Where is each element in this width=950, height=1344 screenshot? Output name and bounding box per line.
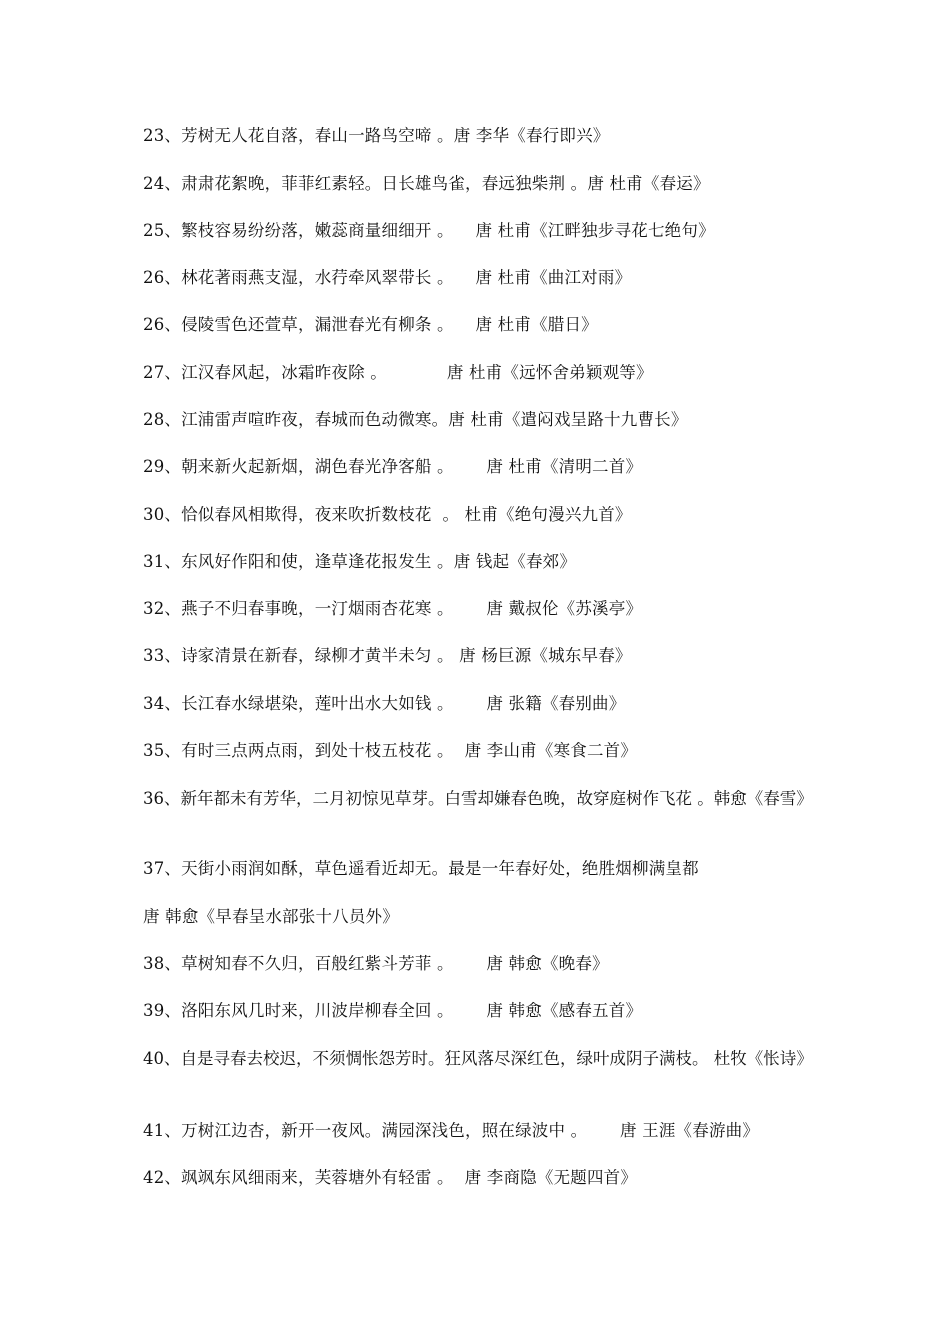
poem-line-30: 30、恰似春风相欺得，夜来吹折数枝花 。 杜甫《绝句漫兴九首》: [143, 505, 632, 524]
poem-line-39: 39、洛阳东风几时来，川波岸柳春全回 。 唐 韩愈《感春五首》: [143, 1001, 643, 1020]
poem-line-28: 28、江浦雷声喧昨夜，春城而色动微寒。唐 杜甫《遣闷戏呈路十九曹长》: [143, 410, 688, 429]
poem-line-27: 27、江汉春风起，冰霜昨夜除 。 唐 杜甫《远怀舍弟颖观等》: [143, 363, 653, 382]
poem-line-42: 42、飒飒东风细雨来，芙蓉塘外有轻雷 。 唐 李商隐《无题四首》: [143, 1168, 638, 1187]
poem-line-40: 40、自是寻春去校迟，不须惆怅怨芳时。狂风落尽深红色，绿叶成阴子满枝。 杜牧《怅诗》: [143, 1049, 813, 1068]
poem-line-31: 31、东风好作阳和使，逢草逢花报发生 。唐 钱起《春郊》: [143, 552, 577, 571]
poem-line-34: 34、长江春水绿堪染，莲叶出水大如钱 。 唐 张籍《春别曲》: [143, 694, 626, 713]
poem-line-24: 24、肃肃花絮晚，菲菲红素轻。日长雄鸟雀，春远独柴荆 。唐 杜甫《春运》: [143, 174, 710, 193]
poem-line-33: 33、诗家清景在新春，绿柳才黄半未匀 。 唐 杨巨源《城东早春》: [143, 646, 632, 665]
poem-line-38: 38、草树知春不久归，百般红紫斗芳菲 。 唐 韩愈《晚春》: [143, 954, 609, 973]
poem-line-36: 36、新年都未有芳华，二月初惊见草芽。白雪却嫌春色晚，故穿庭树作飞花 。韩愈《春雪》: [143, 789, 813, 808]
poem-line-37: 37、天街小雨润如酥，草色遥看近却无。最是一年春好处，绝胜烟柳满皇都: [143, 859, 699, 878]
poem-line-26b: 26、侵陵雪色还萱草，漏泄春光有柳条 。 唐 杜甫《腊日》: [143, 315, 598, 334]
poem-line-41: 41、万树江边杏，新开一夜风。满园深浅色，照在绿波中 。 唐 王涯《春游曲》: [143, 1121, 760, 1140]
poem-line-35: 35、有时三点两点雨，到处十枝五枝花 。 唐 李山甫《寒食二首》: [143, 741, 638, 760]
poem-line-29: 29、朝来新火起新烟，湖色春光净客船 。 唐 杜甫《清明二首》: [143, 457, 643, 476]
poem-line-25: 25、繁枝容易纷纷落，嫩蕊商量细细开 。 唐 杜甫《江畔独步寻花七绝句》: [143, 221, 715, 240]
poem-line-37-attribution: 唐 韩愈《早春呈水部张十八员外》: [143, 907, 399, 926]
poem-line-23: 23、芳树无人花自落，春山一路鸟空啼 。唐 李华《春行即兴》: [143, 126, 610, 145]
poem-line-26a: 26、林花著雨燕支湿，水荇牵风翠带长 。 唐 杜甫《曲江对雨》: [143, 268, 632, 287]
poem-line-32: 32、燕子不归春事晚，一汀烟雨杏花寒 。 唐 戴叔伦《苏溪亭》: [143, 599, 643, 618]
